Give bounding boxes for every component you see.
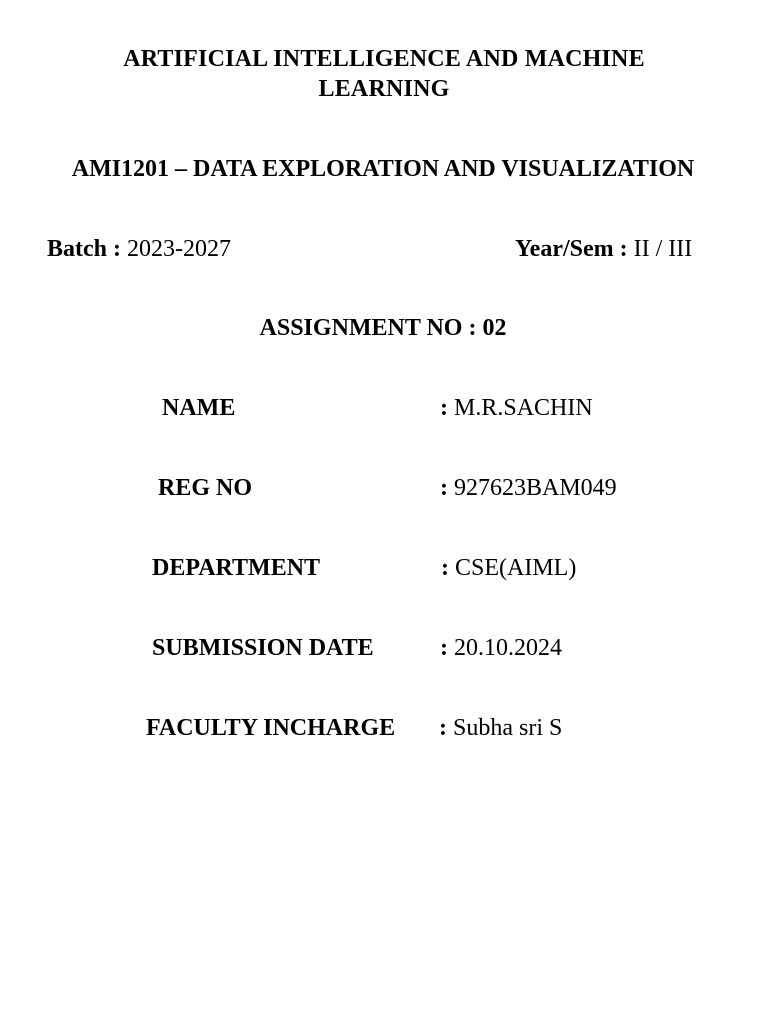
faculty-incharge-colon: : <box>439 715 447 741</box>
department-value: CSE(AIML) <box>455 555 577 581</box>
department-colon: : <box>441 555 449 581</box>
batch-value: 2023-2027 <box>127 236 231 262</box>
submission-date-colon: : <box>440 635 448 661</box>
department-title: ARTIFICIAL INTELLIGENCE AND MACHINE LEARNING <box>123 46 645 102</box>
year-sem-label: Year/Sem : <box>515 236 628 262</box>
name-colon: : <box>440 395 448 421</box>
name-value-line <box>440 393 593 423</box>
name-value: M.R.SACHIN <box>454 395 593 421</box>
department-label: DEPARTMENT <box>152 555 321 581</box>
batch-line <box>47 234 231 264</box>
faculty-incharge-value: Subha sri S <box>453 715 563 741</box>
name-label: NAME <box>162 395 236 421</box>
reg-no-label: REG NO <box>158 475 253 501</box>
submission-date-value-line <box>440 633 562 663</box>
assignment-title: ASSIGNMENT NO : 02 <box>259 315 507 341</box>
department-value-line <box>441 553 576 583</box>
course-title: AMI1201 – DATA EXPLORATION AND VISUALIZATION <box>71 156 695 182</box>
year-sem-line <box>515 234 692 264</box>
faculty-incharge-value-line <box>439 713 562 743</box>
reg-no-colon: : <box>440 475 448 501</box>
batch-label: Batch : <box>47 236 121 262</box>
submission-date-label: SUBMISSION DATE <box>152 635 374 661</box>
year-sem-value: II / III <box>633 236 693 262</box>
reg-no-value: 927623BAM049 <box>454 475 617 501</box>
faculty-incharge-label: FACULTY INCHARGE <box>146 715 396 741</box>
reg-no-value-line <box>440 473 617 503</box>
submission-date-value: 20.10.2024 <box>454 635 562 661</box>
